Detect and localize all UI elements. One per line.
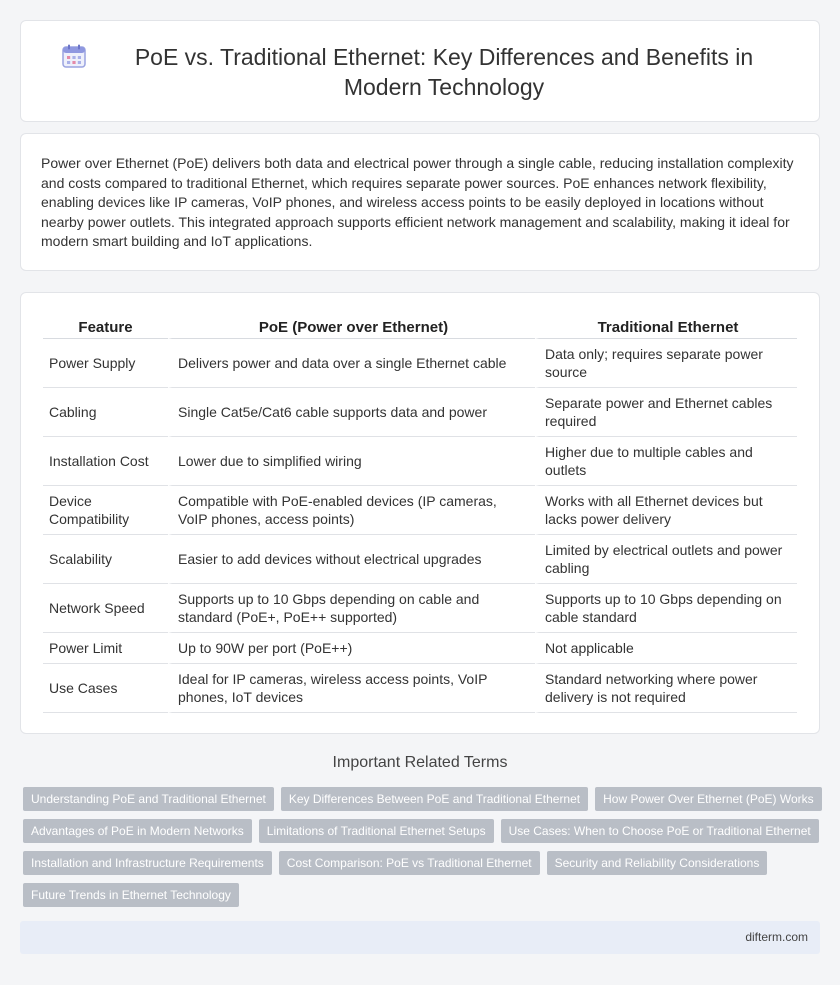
cell-poe: Compatible with PoE-enabled devices (IP cameras, VoIP phones, access points) [168, 486, 535, 535]
cell-feature: Scalability [43, 535, 168, 584]
table-row [43, 339, 797, 388]
cell-traditional: Data only; requires separate power source [535, 339, 797, 388]
related-term-tag[interactable]: Future Trends in Ethernet Technology [23, 883, 239, 907]
cell-traditional: Supports up to 10 Gbps depending on cable standard [535, 584, 797, 633]
related-terms-list [23, 787, 823, 907]
footer [20, 921, 820, 954]
intro-card [20, 133, 820, 271]
table-header-row [43, 311, 797, 339]
cell-traditional: Separate power and Ethernet cables required [535, 388, 797, 437]
cell-feature: Cabling [43, 388, 168, 437]
cell-poe: Easier to add devices without electrical upgrades [168, 535, 535, 584]
cell-traditional: Limited by electrical outlets and power cabling [535, 535, 797, 584]
table-row [43, 486, 797, 535]
cell-feature: Power Supply [43, 339, 168, 388]
table-row [43, 535, 797, 584]
intro-paragraph: Power over Ethernet (PoE) delivers both data and electrical power through a single cable, reducing installation complexity and costs compared to traditional Ethernet, which requires separate power sources. PoE enhances network flexibility, enabling devices like IP cameras, VoIP phones, and wireless access points to be easily deployed in locations without nearby power outlets. This integrated approach supports efficient network management and scalability, making it ideal for modern smart building and IoT applications. [41, 155, 794, 250]
related-term-tag[interactable]: Limitations of Traditional Ethernet Setups [259, 819, 494, 843]
related-term-tag[interactable]: Security and Reliability Considerations [547, 851, 768, 875]
cell-poe: Supports up to 10 Gbps depending on cable and standard (PoE+, PoE++ supported) [168, 584, 535, 633]
cell-poe: Up to 90W per port (PoE++) [168, 633, 535, 664]
table-row [43, 664, 797, 713]
cell-traditional: Not applicable [535, 633, 797, 664]
cell-feature: Installation Cost [43, 437, 168, 486]
comparison-table [43, 311, 797, 713]
header-feature: Feature [43, 311, 168, 339]
cell-poe: Single Cat5e/Cat6 cable supports data and power [168, 388, 535, 437]
cell-feature: Power Limit [43, 633, 168, 664]
cell-poe: Ideal for IP cameras, wireless access points, VoIP phones, IoT devices [168, 664, 535, 713]
cell-traditional: Standard networking where power delivery is not required [535, 664, 797, 713]
related-terms-heading: Important Related Terms [332, 754, 508, 771]
cell-poe: Delivers power and data over a single Ethernet cable [168, 339, 535, 388]
table-row [43, 584, 797, 633]
title-card [20, 20, 820, 122]
cell-traditional: Higher due to multiple cables and outlets [535, 437, 797, 486]
related-term-tag[interactable]: Installation and Infrastructure Requirements [23, 851, 272, 875]
related-term-tag[interactable]: Cost Comparison: PoE vs Traditional Ethernet [279, 851, 540, 875]
calendar-icon [61, 43, 87, 69]
comparison-table-card [20, 292, 820, 734]
header-traditional: Traditional Ethernet [535, 311, 797, 339]
page-title: PoE vs. Traditional Ethernet: Key Differences and Benefits in Modern Technology [134, 43, 754, 100]
footer-site-link[interactable]: difterm.com [745, 930, 808, 944]
table-row [43, 437, 797, 486]
cell-feature: Use Cases [43, 664, 168, 713]
cell-traditional: Works with all Ethernet devices but lacks power delivery [535, 486, 797, 535]
header-poe: PoE (Power over Ethernet) [168, 311, 535, 339]
table-row [43, 633, 797, 664]
related-term-tag[interactable]: Advantages of PoE in Modern Networks [23, 819, 252, 843]
cell-feature: Device Compatibility [43, 486, 168, 535]
table-row [43, 388, 797, 437]
related-term-tag[interactable]: How Power Over Ethernet (PoE) Works [595, 787, 822, 811]
cell-poe: Lower due to simplified wiring [168, 437, 535, 486]
related-term-tag[interactable]: Key Differences Between PoE and Traditional Ethernet [281, 787, 588, 811]
related-term-tag[interactable]: Use Cases: When to Choose PoE or Traditional Ethernet [501, 819, 819, 843]
cell-feature: Network Speed [43, 584, 168, 633]
related-term-tag[interactable]: Understanding PoE and Traditional Ethernet [23, 787, 274, 811]
